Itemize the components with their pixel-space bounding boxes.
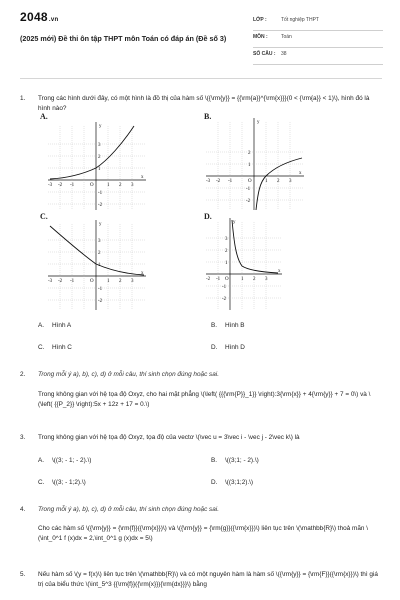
y-tick: 2 [248,151,251,156]
x-tick: O [90,279,94,284]
exam-meta [253,14,383,65]
question-instruction: Trong mỗi ý a), b), c), d) ở mỗi câu, thí sinh chọn đúng hoặc sai. [38,371,219,378]
y-tick: 3 [225,237,228,242]
option-text: \((3; - 1;2).\) [52,479,86,486]
x-tick: 2 [119,183,122,188]
x-tick: -1 [216,277,221,282]
meta-row-class [253,14,383,31]
x-axis-label: x [141,175,144,180]
option-d[interactable] [211,479,253,486]
option-c[interactable] [38,344,72,351]
option-letter: B. [211,322,218,329]
y-tick: -1 [222,285,227,290]
x-tick: 2 [277,179,280,184]
y-axis-label: y [257,120,260,125]
x-tick: -2 [206,277,211,282]
meta-label: SỐ CÂU : [253,51,276,57]
option-text: Hình D [225,344,245,351]
question-text: Trong các hình dưới đây, có một hình là đồ thị của hàm số \({\rm{y}} = {{\rm{a}}^{\rm{x}}}(0 < {\rm{a}} < 1)\), hình đó là hình nào? [38,95,370,112]
y-tick: 1 [98,263,101,268]
question-text: Nếu hàm số \(y = f(x)\) liên tục trên \(\mathbb{R}\) và có một nguyên hàm là hàm số \({\rm{y}} = {\rm{F}}({\rm{x}})\) thì giá trị của biểu thức \(\int_5^3 {{\rm{f}}({\rm{x}}){\rm{dx}}}\) bằng [38,571,378,588]
x-tick: -1 [70,279,75,284]
question-instruction: Trong mỗi ý a), b), c), d) ở mỗi câu, thí sinh chọn đúng hoặc sai. [38,506,219,513]
option-letter: C. [38,344,45,351]
graph-label: A. [40,112,48,121]
logo-tld: .vn [48,17,59,23]
option-d[interactable] [211,344,245,351]
option-letter: C. [38,479,45,486]
graph-curve [256,158,302,210]
option-text: \((3; - 1; - 2).\) [52,457,92,464]
graph-b [202,112,352,212]
graph-curve [50,226,144,275]
site-logo[interactable] [20,10,58,24]
question-number: 5. [20,571,26,578]
x-axis-label: x [299,171,302,176]
y-axis-label: y [233,220,236,225]
graph-label: C. [40,212,48,221]
header-divider [20,78,382,79]
x-tick: 3 [265,277,268,282]
x-tick: 1 [265,179,268,184]
y-tick: 1 [225,261,228,266]
meta-value: 38 [281,51,287,57]
option-b[interactable] [211,457,259,464]
x-tick: -1 [70,183,75,188]
option-letter: A. [38,322,45,329]
option-letter: D. [211,344,218,351]
question-number: 1. [20,95,26,102]
x-tick: 2 [253,277,256,282]
option-letter: A. [38,457,45,464]
question-text: Cho các hàm số \({\rm{y}} = {\rm{f}}({\rm{x}})\) và \({\rm{y}} = {\rm{g}}({\rm{x}})\) liên tục trên \(\mathbb{R}\) thoả mãn \(\int_0^1 f (x)dx = 2,\int_0^1 g (x)dx = 5\) [38,525,368,542]
page-header [0,0,400,74]
document-title: (2025 mới) Đề thi ôn tập THPT môn Toán có đáp án (Đề số 3) [20,34,227,43]
meta-row-count [253,48,383,65]
x-tick: 2 [119,279,122,284]
x-tick: -3 [206,179,211,184]
y-tick: 1 [98,167,101,172]
question-text: Trong không gian với hệ tọa độ Oxyz, tọa độ của vectơ \(\vec u = 3\vec i - \vec j - 2\vec k\) là [38,434,300,441]
y-tick: 2 [98,251,101,256]
y-tick: 1 [248,163,251,168]
x-tick: 3 [289,179,292,184]
x-tick: -2 [58,183,63,188]
graph-curve [232,220,278,273]
y-axis-label: y [99,222,102,227]
x-tick: 1 [241,277,244,282]
x-tick: 3 [131,279,134,284]
question-number: 3. [20,434,26,441]
option-a[interactable] [38,457,91,464]
y-tick: -1 [98,191,103,196]
logo-text: 2048 [20,10,48,24]
y-tick: -1 [98,287,103,292]
y-tick: 3 [98,143,101,148]
y-tick: -2 [98,299,103,304]
x-axis-label: x [141,271,144,276]
x-tick: 3 [131,183,134,188]
graph-d [202,212,352,312]
x-tick: O [225,277,229,282]
x-tick: -3 [48,279,53,284]
graph-curve [50,126,134,179]
y-tick: 2 [225,249,228,254]
x-tick: -1 [228,179,233,184]
meta-value: Toán [281,34,292,40]
meta-label: MÔN : [253,34,268,40]
x-tick: 1 [107,279,110,284]
x-axis-label: x [278,269,281,274]
graph-c [38,212,188,312]
option-a[interactable] [38,322,71,329]
x-tick: 1 [107,183,110,188]
option-b[interactable] [211,322,245,329]
option-text: Hình C [52,344,72,351]
option-text: \((3;1; - 2).\) [225,457,259,464]
x-tick: -3 [48,183,53,188]
x-tick: O [90,183,94,188]
x-tick: -2 [216,179,221,184]
x-tick: O [248,179,252,184]
meta-row-subject [253,31,383,48]
y-tick: -2 [222,297,227,302]
y-tick: 2 [98,155,101,160]
x-tick: -2 [58,279,63,284]
y-tick: -1 [246,187,251,192]
graph-label: B. [204,112,212,121]
graph-label: D. [204,212,212,221]
option-text: Hình A [52,322,72,329]
question-number: 4. [20,506,26,513]
y-tick: -2 [246,199,251,204]
y-tick: 3 [98,239,101,244]
meta-label: LỚP : [253,17,267,23]
meta-value: Tốt nghiệp THPT [281,17,319,23]
graph-a [38,112,188,212]
option-letter: B. [211,457,218,464]
question-number: 2. [20,371,26,378]
option-text: \((3;1;2).\) [225,479,254,486]
y-tick: -2 [98,203,103,208]
y-axis-label: y [99,124,102,129]
option-text: Hình B [225,322,245,329]
question-text: Trong không gian với hệ tọa độ Oxyz, cho hai mặt phẳng \(\left( {{{\rm{P}}_1}} \right):3{\rm{x}} + 4{\rm{y}} + 7 = 0\) và \(\left( {{P_2}} \right):5x + 12z + 17 = 0.\) [38,391,371,408]
option-letter: D. [211,479,218,486]
option-c[interactable] [38,479,86,486]
